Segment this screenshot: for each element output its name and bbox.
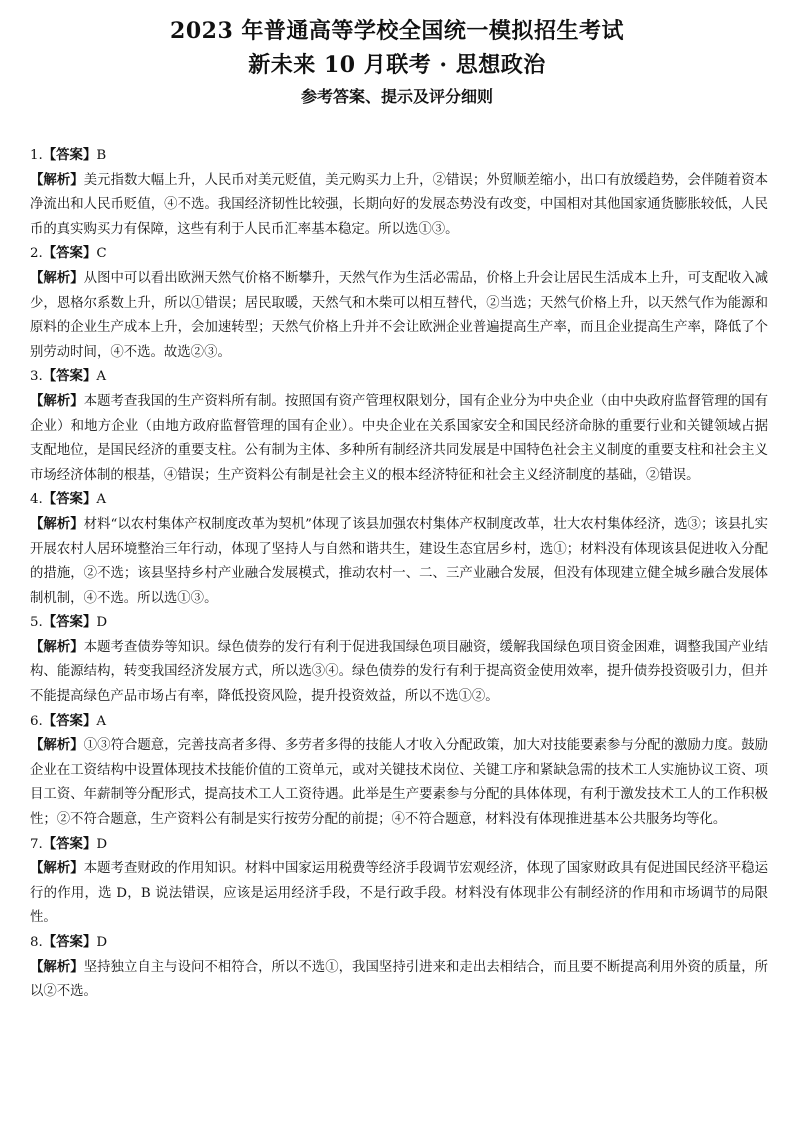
question-number: 8.: [30, 935, 43, 950]
answer-label: 【答案】: [42, 246, 97, 262]
answer-label: 【答案】: [42, 148, 97, 163]
answer-list: [30, 144, 768, 1005]
explanation-label: 【解析】: [30, 393, 84, 409]
question-number: 1.: [30, 148, 43, 163]
answer-label: 【答案】: [42, 492, 97, 508]
explanation-label: 【解析】: [30, 172, 84, 188]
document-header: [0, 14, 794, 112]
answer-label: 【答案】: [42, 935, 97, 950]
explanation-paragraph: [30, 267, 768, 365]
answer-label: 【答案】: [42, 836, 97, 852]
answer-line: [30, 488, 768, 513]
answer-line: [30, 931, 768, 956]
answer-choice: A: [96, 492, 107, 508]
answer-choice: D: [96, 935, 108, 950]
answer-choice: B: [96, 148, 107, 163]
explanation-text: 从图中可以看出欧洲天然气价格不断攀升，天然气作为生活必需品，价格上升会让居民生活成本上升，可支配收入减少，恩格尔系数上升，所以①错误；居民取暖，天然气和木柴可以相互替代，②当选；天然气价格上升，以天然气作为能源和原料的企业生产成本上升，会加速转型；天然气价格上升并不会让欧洲企业普遍提高生产率，而且企业提高生产率，降低了个别劳动时间，④不选。故选②③。: [30, 270, 769, 360]
explanation-text: 美元指数大幅上升，人民币对美元贬值，美元购买力上升，②错误；外贸顺差缩小，出口有放缓趋势，会伴随着资本净流出和人民币贬值，④不选。我国经济韧性比较强，长期向好的发展态势没有改变，中国相对其他国家通货膨胀较低，人民币的真实购买力有保障，这些有利于人民币汇率基本稳定。所以选①③。: [30, 172, 769, 237]
answer-label: 【答案】: [42, 713, 97, 729]
question-number: 5.: [30, 615, 43, 631]
explanation-paragraph: [30, 513, 768, 611]
answer-choice: C: [96, 246, 107, 262]
answer-line: [30, 242, 768, 267]
explanation-label: 【解析】: [30, 639, 84, 655]
document-subtitle: 新未来 10 月联考 · 思想政治: [248, 52, 546, 78]
answer-choice: A: [96, 713, 107, 729]
explanation-paragraph: [30, 857, 768, 931]
explanation-label: 【解析】: [30, 738, 84, 754]
answer-choice: A: [96, 369, 107, 385]
question-number: 3.: [30, 369, 43, 385]
question-number: 7.: [30, 836, 43, 852]
explanation-label: 【解析】: [30, 270, 84, 286]
explanation-paragraph: [30, 734, 768, 832]
answer-label: 【答案】: [42, 615, 97, 631]
answer-line: [30, 710, 768, 735]
answer-line: [30, 611, 768, 636]
answer-line: [30, 144, 768, 169]
answer-choice: D: [96, 615, 108, 631]
answer-label: 【答案】: [42, 369, 97, 385]
document-title: 2023 年普通高等学校全国统一模拟招生考试: [170, 18, 624, 44]
explanation-text: 材料“以农村集体产权制度改革为契机”体现了该县加强农村集体产权制度改革，壮大农村集体经济，选③；该县扎实开展农村人居环境整治三年行动，体现了坚持人与自然和谐共生，建设生态宜居乡村，选①；材料没有体现该县促进收入分配的措施，②不选；该县坚持乡村产业融合发展模式，推动农村一、二、三产业融合发展，但没有体现建立健全城乡融合发展体制机制，④不选。所以选①③。: [30, 516, 768, 606]
answer-line: [30, 365, 768, 390]
explanation-paragraph: [30, 390, 768, 488]
explanation-text: 本题考查我国的生产资料所有制。按照国有资产管理权限划分，国有企业分为中央企业（由中央政府监督管理的国有企业）和地方企业（由地方政府监督管理的国有企业）。中央企业在关系国家安全和国民经济命脉的重要行业和关键领域占据支配地位，是国民经济的重要支柱。公有制为主体、多种所有制经济共同发展是中国特色社会主义制度的重要支柱和社会主义市场经济体制的根基，④错误；生产资料公有制是社会主义的根本经济特征和社会主义经济制度的基础，②错误。: [30, 393, 769, 483]
explanation-label: 【解析】: [30, 959, 84, 975]
explanation-paragraph: [30, 169, 768, 243]
explanation-text: 坚持独立自主与设问不相符合，所以不选①，我国坚持引进来和走出去相结合，而且要不断提高利用外资的质量，所以②不选。: [30, 959, 769, 1000]
explanation-label: 【解析】: [30, 516, 84, 532]
explanation-paragraph: [30, 956, 768, 1005]
explanation-text: 本题考查财政的作用知识。材料中国家运用税费等经济手段调节宏观经济，体现了国家财政具有促进国民经济平稳运行的作用，选 D，B 说法错误，应该是运用经济手段，不是行政手段。材料没有体现非公有制经济的作用和市场调节的局限性。: [30, 861, 769, 926]
document-note: 参考答案、提示及评分细则: [300, 87, 493, 106]
question-number: 6.: [30, 713, 43, 729]
question-number: 4.: [30, 492, 43, 508]
explanation-label: 【解析】: [30, 861, 84, 877]
answer-line: [30, 833, 768, 858]
explanation-paragraph: [30, 636, 768, 710]
answer-choice: D: [96, 836, 108, 852]
explanation-text: ①③符合题意，完善技高者多得、多劳者多得的技能人才收入分配政策，加大对技能要素参与分配的激励力度。鼓励企业在工资结构中设置体现技术技能价值的工资单元，或对关键技术岗位、关键工序和紧缺急需的技术工人实施协议工资、项目工资、年薪制等分配形式，提高技术工人工资待遇。此举是生产要素参与分配的具体体现，有利于激发技术工人的工作积极性；②不符合题意，生产资料公有制是实行按劳分配的前提；④不符合题意，材料没有体现推进基本公共服务均等化。: [30, 738, 769, 828]
explanation-text: 本题考查债券等知识。绿色债券的发行有利于促进我国绿色项目融资，缓解我国绿色项目资金困难，调整我国产业结构、能源结构，转变我国经济发展方式，所以选③④。绿色债券的发行有利于提高资金使用效率，提升债券投资吸引力，但并不能提高绿色产品市场占有率，降低投资风险，提升投资效益，所以不选①②。: [30, 639, 769, 705]
question-number: 2.: [30, 246, 43, 262]
